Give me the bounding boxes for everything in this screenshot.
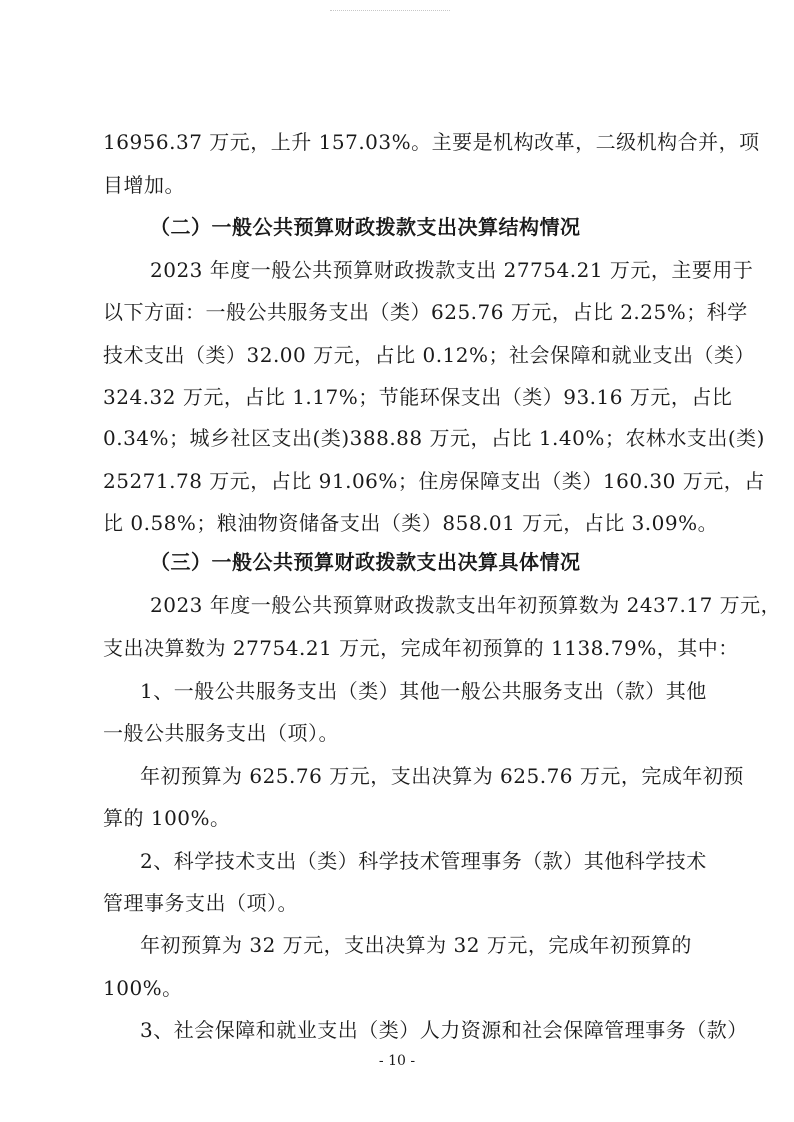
paragraph-line: 16956.37 万元，上升 157.03%。主要是机构改革，二级机构合并，项 (103, 130, 760, 154)
paragraph-line: 2023 年度一般公共预算财政拨款支出 27754.21 万元，主要用于 (150, 258, 754, 282)
list-item-heading: 1、一般公共服务支出（类）其他一般公共服务支出（款）其他 (140, 679, 707, 703)
paragraph-line: 324.32 万元，占比 1.17%；节能环保支出（类）93.16 万元，占比 (103, 385, 733, 409)
paragraph-line: 年初预算为 625.76 万元，支出决算为 625.76 万元，完成年初预 (140, 764, 744, 788)
paragraph-line: 算的 100%。 (103, 806, 231, 830)
list-item-heading: 3、社会保障和就业支出（类）人力资源和社会保障管理事务（款） (140, 1018, 748, 1042)
paragraph-line: 以下方面：一般公共服务支出（类）625.76 万元，占比 2.25%；科学 (103, 300, 748, 324)
paragraph-line: 100%。 (103, 976, 183, 1000)
section-heading: （三）一般公共预算财政拨款支出决算具体情况 (150, 550, 581, 574)
paragraph-line: 比 0.58%；粮油物资储备支出（类）858.01 万元，占比 3.09%。 (103, 511, 719, 535)
paragraph-line: 2023 年度一般公共预算财政拨款支出年初预算数为 2437.17 万元， (150, 593, 782, 617)
paragraph-line: 25271.78 万元，占比 91.06%；住房保障支出（类）160.30 万元，占 (103, 469, 765, 493)
paragraph-line: 年初预算为 32 万元，支出决算为 32 万元，完成年初预算的 (140, 933, 692, 957)
list-item-heading: 2、科学技术支出（类）科学技术管理事务（款）其他科学技术 (140, 849, 707, 873)
paragraph-line: 技术支出（类）32.00 万元，占比 0.12%；社会保障和就业支出（类） (103, 343, 756, 367)
scan-artifact (330, 10, 450, 15)
paragraph-line: 目增加。 (103, 173, 185, 197)
paragraph-line: 0.34%；城乡社区支出(类)388.88 万元，占比 1.40%；农林水支出(类) (103, 426, 765, 450)
paragraph-line: 支出决算数为 27754.21 万元，完成年初预算的 1138.79%，其中： (103, 636, 739, 660)
paragraph-line: 一般公共服务支出（项）。 (103, 721, 339, 745)
page-number: - 10 - (378, 1053, 416, 1069)
section-heading: （二）一般公共预算财政拨款支出决算结构情况 (150, 215, 581, 239)
paragraph-line: 管理事务支出（项）。 (103, 891, 298, 915)
